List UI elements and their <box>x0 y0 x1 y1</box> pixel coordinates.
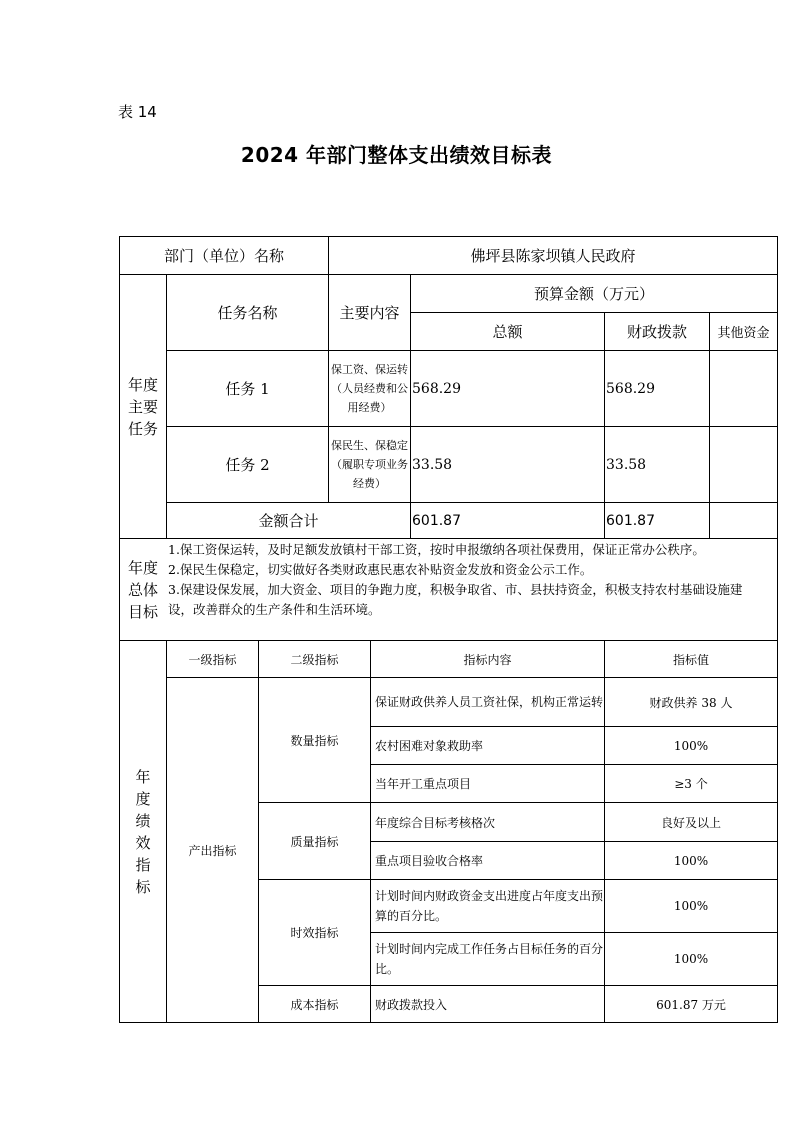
indicator-value: 良好及以上 <box>660 815 721 830</box>
task-2-content: 保民生、保稳定（履职专项业务经费） <box>331 439 408 490</box>
budget-header: 预算金额（万元） <box>533 285 654 303</box>
task-1-name: 任务 1 <box>225 380 270 398</box>
task-1-fiscal: 568.29 <box>606 380 655 397</box>
task-1-other <box>710 351 777 426</box>
goal-line: 2.保民生保稳定，切实做好各类财政惠民惠农补贴资金发放和资金公示工作。 <box>168 562 593 577</box>
task-1-total: 568.29 <box>412 380 461 397</box>
annual-tasks-label: 年度主要任务 <box>128 375 159 438</box>
indicator-value: 100% <box>673 952 709 966</box>
page-title: 2024 年部门整体支出绩效目标表 <box>240 143 553 167</box>
other-header: 其他资金 <box>717 326 770 341</box>
level2-timeliness: 时效指标 <box>290 926 339 940</box>
main-content-header: 主要内容 <box>339 304 400 322</box>
sum-total: 601.87 <box>412 512 461 529</box>
total-header: 总额 <box>492 323 523 341</box>
task-2-other <box>710 427 777 502</box>
task-2-name: 任务 2 <box>225 456 270 474</box>
indicator-content: 保证财政供养人员工资社保，机构正常运转 <box>375 695 604 709</box>
goal-line: 1.保工资保运转，及时足额发放镇村干部工资，按时申报缴纳各项社保费用，保证正常办公秩序。 <box>168 542 705 557</box>
indicator-value: 100% <box>673 738 709 753</box>
content-header: 指标内容 <box>463 652 512 667</box>
level2-quality: 质量指标 <box>290 834 339 849</box>
level1-output: 产出指标 <box>188 843 237 858</box>
dept-value: 佛坪县陈家坝镇人民政府 <box>470 247 636 265</box>
overall-goals-text <box>168 540 778 620</box>
indicator-value: ≥3 个 <box>674 777 708 791</box>
overall-goals-label: 年度总体目标 <box>128 558 159 621</box>
level2-header: 二级指标 <box>290 652 339 667</box>
indicator-value: 财政供养 38 人 <box>649 695 733 710</box>
sum-label: 金额合计 <box>258 512 319 530</box>
indicator-content: 年度综合目标考核格次 <box>375 815 496 830</box>
indicator-value: 100% <box>673 899 709 913</box>
sum-fiscal: 601.87 <box>606 512 655 529</box>
indicator-content: 重点项目验收合格率 <box>375 854 484 868</box>
indicator-content: 计划时间内完成工作任务占目标任务的百分比。 <box>375 942 604 976</box>
task-2-total: 33.58 <box>412 456 453 473</box>
indicator-content: 计划时间内财政资金支出进度占年度支出预算的百分比。 <box>375 889 604 923</box>
task-name-header: 任务名称 <box>217 304 278 322</box>
indicators-label: 年度绩效指标 <box>135 767 151 896</box>
task-1-content: 保工资、保运转（人员经费和公用经费） <box>331 363 408 414</box>
goal-line: 3.保建设保发展，加大资金、项目的争跑力度，积极争取省、市、县扶持资金，积极支持农村基础设施建 <box>168 582 743 597</box>
indicator-content: 财政拨款投入 <box>375 997 448 1012</box>
level2-quantity: 数量指标 <box>290 733 339 748</box>
task-2-fiscal: 33.58 <box>606 456 647 473</box>
indicator-content: 当年开工重点项目 <box>375 777 472 791</box>
indicator-content: 农村困难对象救助率 <box>375 739 484 753</box>
level1-header: 一级指标 <box>188 652 237 667</box>
fiscal-header: 财政拨款 <box>626 323 687 341</box>
indicator-value: 601.87 万元 <box>656 997 726 1012</box>
indicator-value: 100% <box>673 853 709 868</box>
goal-line: 设，改善群众的生产条件和生活环境。 <box>168 602 381 617</box>
value-header: 指标值 <box>672 652 709 667</box>
level2-cost: 成本指标 <box>290 997 339 1012</box>
table-number: 表 14 <box>118 103 157 121</box>
dept-label: 部门（单位）名称 <box>163 247 284 265</box>
